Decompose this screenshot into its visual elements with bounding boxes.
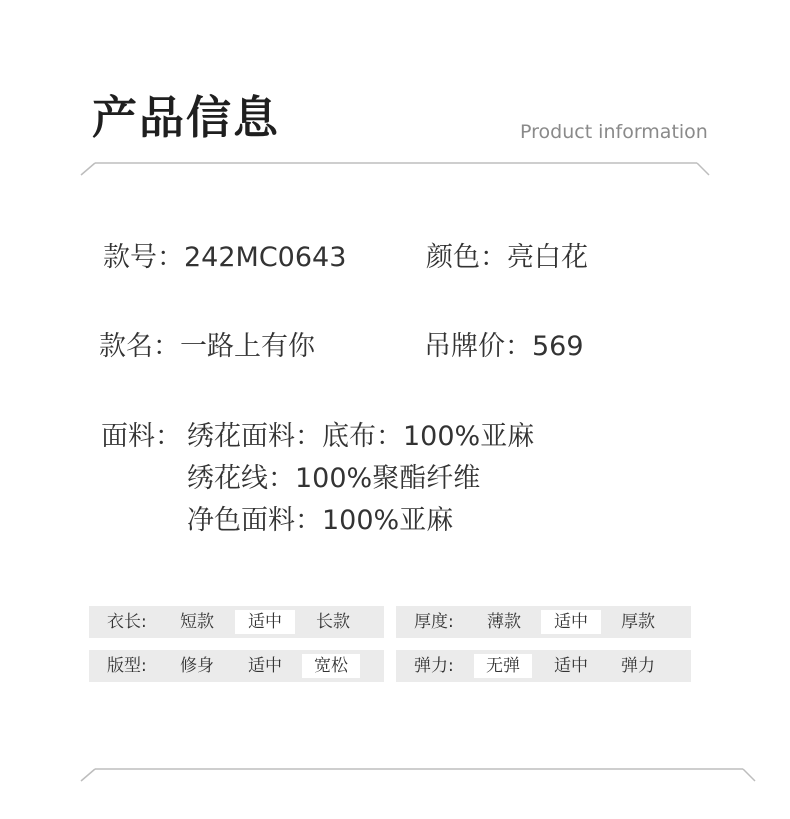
color-value: 颜色：亮白花 <box>426 242 588 273</box>
style-name: 款名：一路上有你 <box>99 331 315 362</box>
page-title: 产品信息 <box>92 91 281 144</box>
attribute-label: 弹力: <box>414 656 454 676</box>
fabric-line: 净色面料：100%亚麻 <box>187 505 454 536</box>
attribute-row-elasticity <box>396 650 691 682</box>
attribute-option: 薄款 <box>487 612 521 632</box>
attribute-option: 适中 <box>541 610 601 634</box>
page-subtitle: Product information <box>520 121 708 143</box>
attribute-option: 宽松 <box>302 654 360 678</box>
fabric-line: 绣花线：100%聚酯纤维 <box>187 463 481 494</box>
tag-price: 吊牌价：569 <box>424 331 584 362</box>
fabric-line: 绣花面料：底布：100%亚麻 <box>187 421 535 452</box>
attribute-option: 适中 <box>248 656 282 676</box>
header-divider <box>0 160 790 180</box>
attribute-label: 衣长: <box>107 612 147 632</box>
attribute-label: 厚度: <box>414 612 454 632</box>
attribute-row-length <box>89 606 384 638</box>
attribute-option: 短款 <box>180 612 214 632</box>
attribute-option: 修身 <box>180 656 214 676</box>
attribute-row-thickness <box>396 606 691 638</box>
attribute-option: 无弹 <box>474 654 532 678</box>
attribute-option: 厚款 <box>621 612 655 632</box>
attribute-option: 长款 <box>316 612 350 632</box>
attribute-option: 弹力 <box>621 656 655 676</box>
style-number: 款号：242MC0643 <box>103 242 347 273</box>
attribute-option: 适中 <box>235 610 295 634</box>
attribute-row-fit <box>89 650 384 682</box>
attribute-label: 版型: <box>107 656 147 676</box>
footer-divider <box>0 766 790 786</box>
fabric-label: 面料： <box>101 421 182 452</box>
attribute-option: 适中 <box>554 656 588 676</box>
